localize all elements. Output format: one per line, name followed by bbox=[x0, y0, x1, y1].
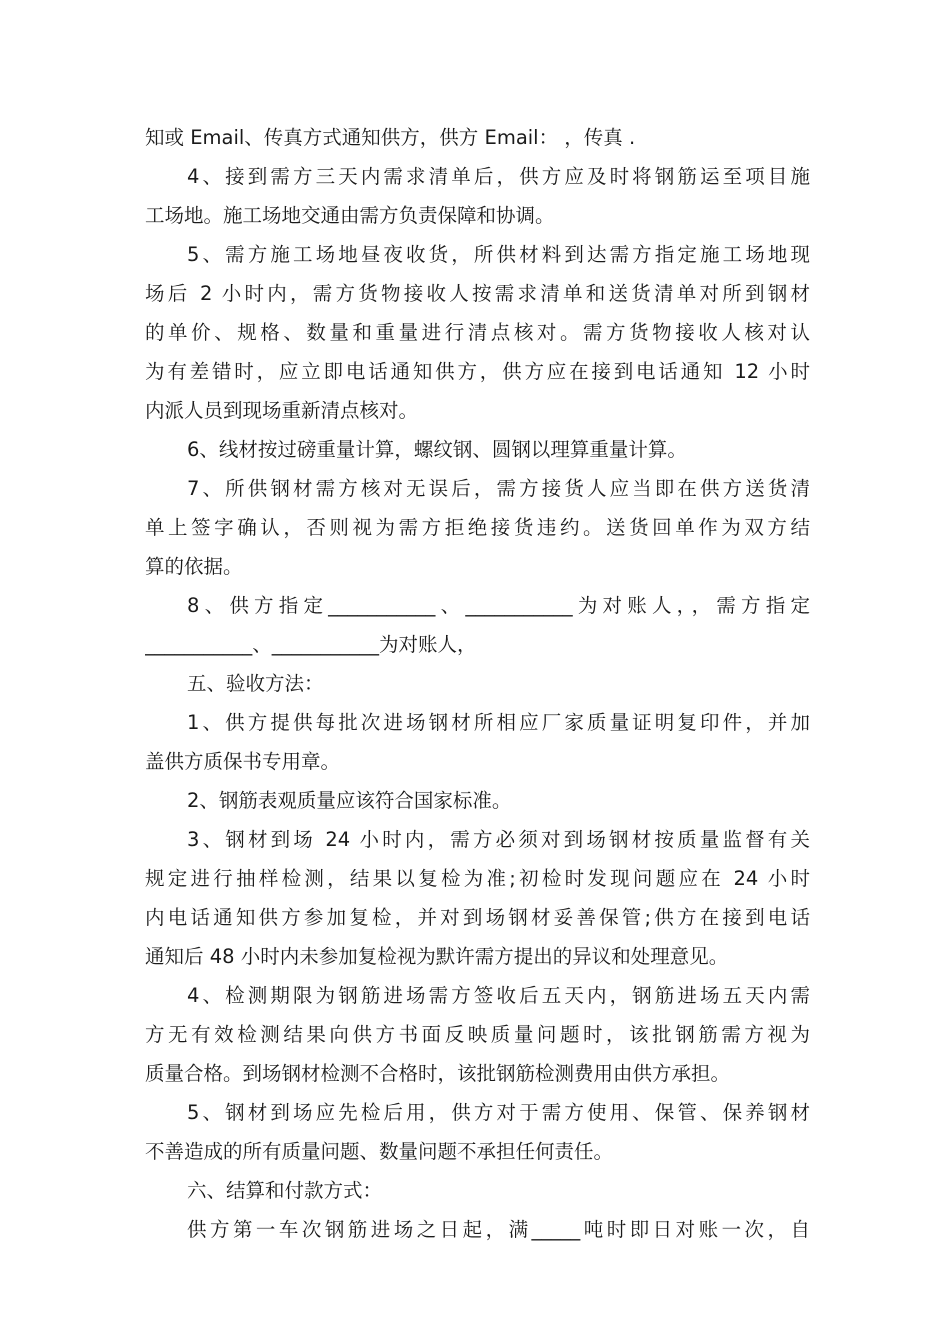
document-page bbox=[145, 118, 810, 1249]
text-line: 通知后 48 小时内未参加复检视为默许需方提出的异议和处理意见。 bbox=[145, 945, 729, 968]
text-line: 6、线材按过磅重量计算，螺纹钢、圆钢以理算重量计算。 bbox=[187, 438, 687, 461]
text-line: 六、结算和付款方式： bbox=[187, 1179, 383, 1202]
text-line: 5、需方施工场地昼夜收货，所供材料到达需方指定施工场地现 bbox=[187, 243, 810, 266]
text-line: 不善造成的所有质量问题、数量问题不承担任何责任。 bbox=[145, 1140, 614, 1163]
text-line: 3、钢材到场 24 小时内，需方必须对到场钢材按质量监督有关 bbox=[187, 828, 810, 851]
text-line: 2、钢筋表观质量应该符合国家标准。 bbox=[187, 789, 512, 812]
text-line: 4、接到需方三天内需求清单后，供方应及时将钢筋运至项目施 bbox=[187, 165, 810, 188]
text-line: 的单价、规格、数量和重量进行清点核对。需方货物接收人核对认 bbox=[145, 321, 810, 344]
text-line: 场后 2 小时内，需方货物接收人按需求清单和送货清单对所到钢材 bbox=[145, 282, 810, 305]
text-line: 单上签字确认，否则视为需方拒绝接货违约。送货回单作为双方结 bbox=[145, 516, 810, 539]
text-line: 为有差错时，应立即电话通知供方，供方应在接到电话通知 12 小时 bbox=[145, 360, 810, 383]
text-line: 5、钢材到场应先检后用，供方对于需方使用、保管、保养钢材 bbox=[187, 1101, 810, 1124]
text-line: 规定进行抽样检测，结果以复检为准;初检时发现问题应在 24 小时 bbox=[145, 867, 810, 890]
text-line: 盖供方质保书专用章。 bbox=[145, 750, 341, 773]
text-line: 算的依据。 bbox=[145, 555, 243, 578]
text-line: ___________、___________为对账人， bbox=[145, 633, 477, 656]
text-line: 4、检测期限为钢筋进场需方签收后五天内，钢筋进场五天内需 bbox=[187, 984, 810, 1007]
text-line: 五、验收方法： bbox=[187, 672, 324, 695]
text-line: 内电话通知供方参加复检，并对到场钢材妥善保管;供方在接到电话 bbox=[145, 906, 810, 929]
text-line: 1、供方提供每批次进场钢材所相应厂家质量证明复印件，并加 bbox=[187, 711, 810, 734]
text-line: 供方第一车次钢筋进场之日起，满_____吨时即日对账一次，自 bbox=[187, 1218, 810, 1241]
text-line: 8、供方指定___________、___________为对账人，，需方指定 bbox=[187, 594, 810, 617]
text-line: 工场地。施工场地交通由需方负责保障和协调。 bbox=[145, 204, 555, 227]
text-line: 7、所供钢材需方核对无误后，需方接货人应当即在供方送货清 bbox=[187, 477, 810, 500]
text-line: 知或 Email、传真方式通知供方，供方 Email： ，传真 . bbox=[145, 126, 636, 149]
text-line: 质量合格。到场钢材检测不合格时，该批钢筋检测费用由供方承担。 bbox=[145, 1062, 731, 1085]
text-line: 内派人员到现场重新清点核对。 bbox=[145, 399, 419, 422]
text-line: 方无有效检测结果向供方书面反映质量问题时，该批钢筋需方视为 bbox=[145, 1023, 810, 1046]
